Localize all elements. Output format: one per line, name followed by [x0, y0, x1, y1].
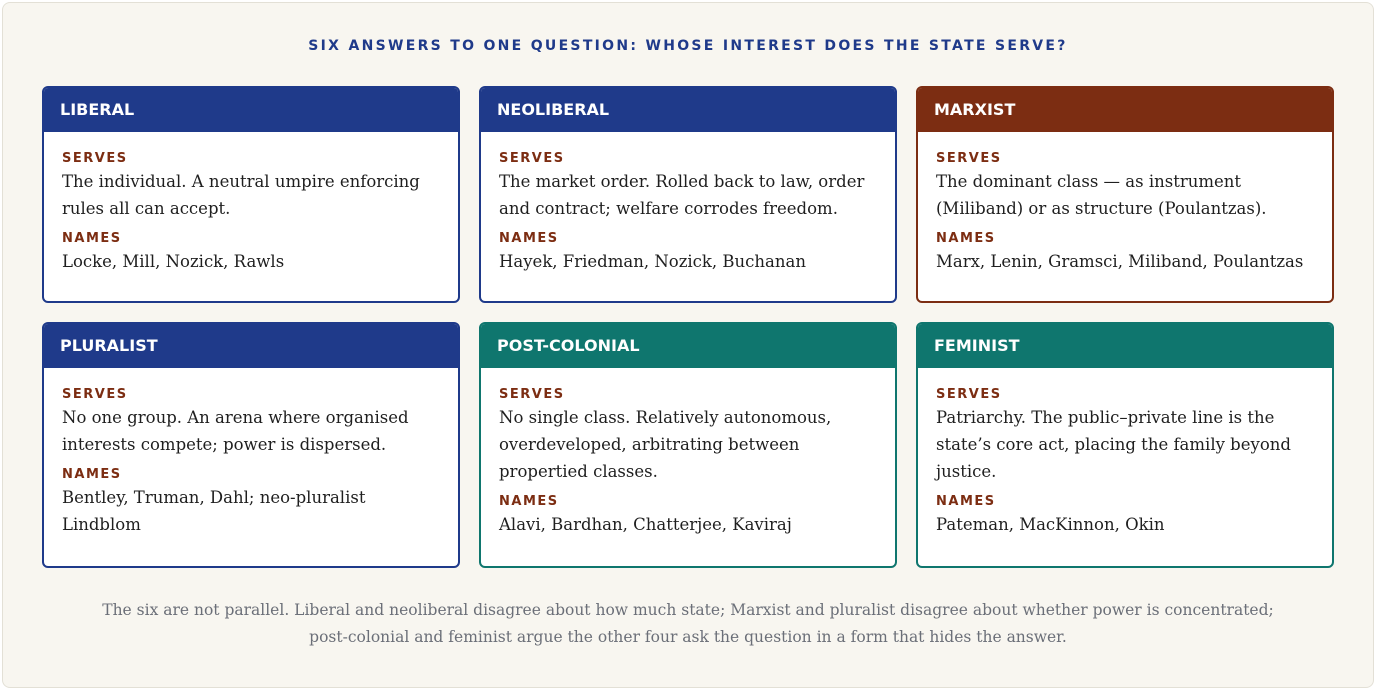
- serves-label: SERVES: [499, 151, 565, 166]
- card-header: NEOLIBERAL: [481, 88, 895, 132]
- names-label: NAMES: [936, 494, 996, 509]
- card-neoliberal: [479, 86, 897, 303]
- serves-text: Patriarchy. The public–private line is the state’s core act, placing the family beyond justice.: [936, 408, 1291, 481]
- names-label: NAMES: [499, 494, 559, 509]
- serves-text: No single class. Relatively autonomous, overdeveloped, arbitrating between propertied classes.: [499, 408, 832, 481]
- names-text: Alavi, Bardhan, Chatterjee, Kaviraj: [499, 515, 792, 534]
- card-header: FEMINIST: [918, 324, 1332, 368]
- serves-text: No one group. An arena where organised interests compete; power is dispersed.: [62, 408, 409, 454]
- names-text: Marx, Lenin, Gramsci, Miliband, Poulantzas: [936, 252, 1304, 271]
- diagram-title: SIX ANSWERS TO ONE QUESTION: WHOSE INTEREST DOES THE STATE SERVE?: [308, 38, 1068, 54]
- serves-text: The individual. A neutral umpire enforcing rules all can accept.: [62, 172, 420, 218]
- card-header: PLURALIST: [44, 324, 458, 368]
- serves-text: The dominant class — as instrument (Miliband) or as structure (Poulantzas).: [936, 172, 1267, 218]
- serves-label: SERVES: [62, 151, 128, 166]
- card-header: LIBERAL: [44, 88, 458, 132]
- card-feminist: [916, 322, 1334, 568]
- card-pluralist: [42, 322, 460, 568]
- names-label: NAMES: [499, 231, 559, 246]
- names-label: NAMES: [62, 467, 122, 482]
- serves-text: The market order. Rolled back to law, order and contract; welfare corrodes freedom.: [499, 172, 865, 218]
- names-text: Bentley, Truman, Dahl; neo-pluralist Lindblom: [62, 488, 366, 534]
- names-text: Locke, Mill, Nozick, Rawls: [62, 252, 285, 271]
- card-marxist: [916, 86, 1334, 303]
- names-label: NAMES: [936, 231, 996, 246]
- card-liberal: [42, 86, 460, 303]
- serves-label: SERVES: [62, 387, 128, 402]
- serves-label: SERVES: [936, 151, 1002, 166]
- card-post-colonial: [479, 322, 897, 568]
- names-label: NAMES: [62, 231, 122, 246]
- footer-note: The six are not parallel. Liberal and neoliberal disagree about how much state; Marxist and pluralist disagree about whether power is concentrated; post-colonial and feminist argue the other four ask the question in a form that hides the answer.: [102, 601, 1274, 646]
- serves-label: SERVES: [936, 387, 1002, 402]
- serves-label: SERVES: [499, 387, 565, 402]
- card-header: POST-COLONIAL: [481, 324, 895, 368]
- names-text: Pateman, MacKinnon, Okin: [936, 515, 1165, 534]
- card-header: MARXIST: [918, 88, 1332, 132]
- names-text: Hayek, Friedman, Nozick, Buchanan: [499, 252, 806, 271]
